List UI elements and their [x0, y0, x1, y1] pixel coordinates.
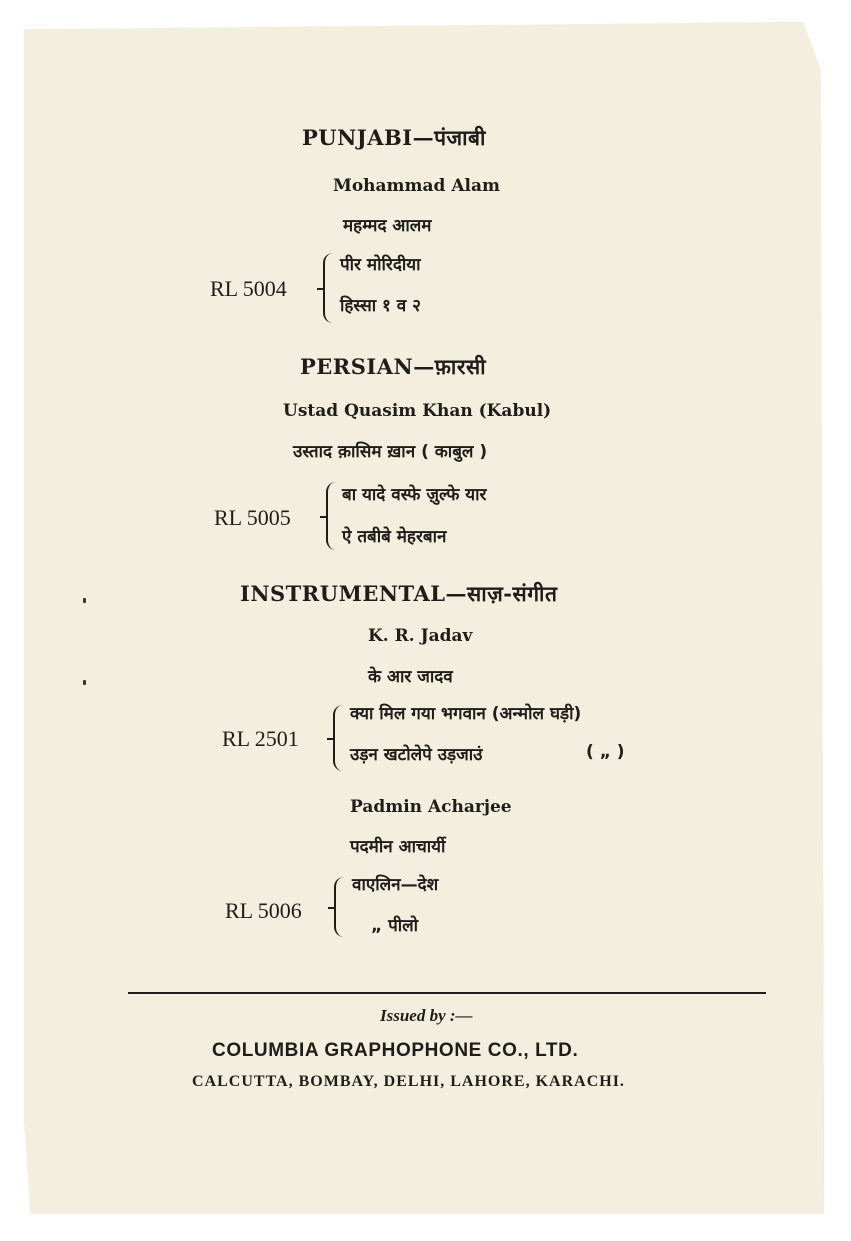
artist-name-english: K. R. Jadav: [368, 626, 473, 646]
catalog-number: RL 2501: [222, 726, 299, 751]
catalog-number: RL 5004: [210, 276, 287, 301]
bracket: [326, 482, 336, 550]
punch-mark: [83, 598, 86, 603]
song-title: ऐ तबीबे मेहरबान: [342, 527, 447, 547]
song-title: उड़न खटोलेपे उड़जाउं: [350, 745, 483, 765]
song-title: „ पीलो: [371, 916, 419, 936]
song-title: क्या मिल गया भगवान (अन्मोल घड़ी): [350, 704, 582, 724]
artist-name-hindi: के आर जादव: [368, 667, 453, 687]
publisher-cities: CALCUTTA, BOMBAY, DELHI, LAHORE, KARACHI.: [192, 1073, 625, 1090]
section-heading-punjabi: PUNJABI—पंजाबी: [302, 125, 486, 150]
divider-rule: [128, 992, 766, 994]
catalog-page: [24, 22, 824, 1214]
song-title: बा यादे वस्फे ज़ुल्फे यार: [342, 485, 487, 505]
ditto-mark: ( „ ): [586, 742, 625, 762]
publisher-name: COLUMBIA GRAPHOPHONE CO., LTD.: [212, 1040, 579, 1061]
artist-name-english: Ustad Quasim Khan (Kabul): [283, 401, 552, 421]
artist-name-hindi: पदमीन आचार्यी: [350, 837, 446, 857]
section-heading-instrumental: INSTRUMENTAL—साज़-संगीत: [240, 581, 558, 606]
bracket: [323, 253, 333, 323]
section-heading-persian: PERSIAN—फ़ारसी: [300, 354, 487, 379]
artist-name-english: Padmin Acharjee: [350, 797, 512, 817]
song-title: हिस्सा १ व २: [340, 296, 421, 316]
song-title: पीर मोरिदीया: [340, 255, 421, 275]
catalog-number: RL 5006: [225, 898, 302, 923]
song-title: वाएलिन—देश: [352, 875, 439, 895]
artist-name-english: Mohammad Alam: [333, 176, 500, 196]
artist-name-hindi: उस्ताद क़ासिम ख़ान ( काबुल ): [293, 442, 488, 462]
artist-name-hindi: महम्मद आलम: [343, 216, 432, 236]
bracket: [334, 877, 344, 937]
bracket: [333, 705, 343, 771]
catalog-number: RL 5005: [214, 505, 291, 530]
punch-mark: [83, 680, 86, 685]
issued-by-label: Issued by :—: [380, 1006, 473, 1025]
